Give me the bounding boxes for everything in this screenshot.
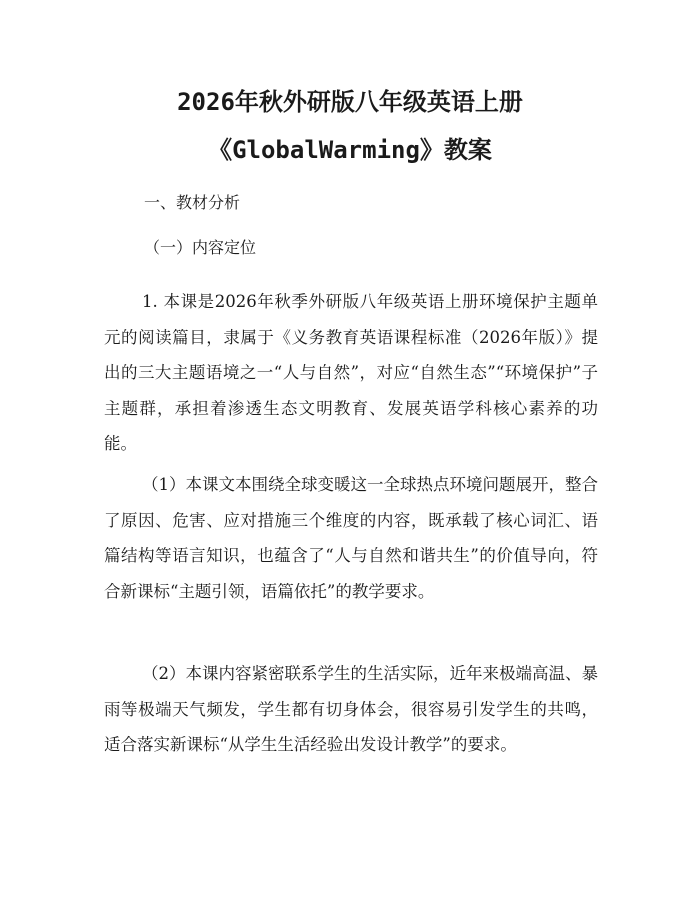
paragraph-point-1: （1）本课文本围绕全球变暖这一全球热点环境问题展开，整合了原因、危害、应对措施三个维度的内容，既承载了核心词汇、语篇结构等语言知识，也蕴含了“人与自然和谐共生”的价值导向，符合新课标“主题引领，语篇依托”的教学要求。 (104, 475, 598, 601)
paragraph-content-positioning: 1. 本课是2026年秋季外研版八年级英语上册环境保护主题单元的阅读篇目，隶属于《义务教育英语课程标准（2026年版）》提出的三大主题语境之一“人与自然”，对应“自然生态”“环境保护”子主题群，承担着渗透生态文明教育、发展英语学科核心素养的功能。 (104, 292, 598, 453)
document-title-line-1: 2026年秋外研版八年级英语上册 (177, 88, 523, 116)
document-title-line-2: 《GlobalWarming》教案 (208, 136, 492, 164)
paragraph-point-2: （2）本课内容紧密联系学生的生活实际，近年来极端高温、暴雨等极端天气频发，学生都有切身体会，很容易引发学生的共鸣，适合落实新课标“从学生生活经验出发设计教学”的要求。 (104, 664, 598, 754)
subsection-heading: （一）内容定位 (144, 238, 257, 257)
section-heading: 一、教材分析 (144, 193, 241, 212)
